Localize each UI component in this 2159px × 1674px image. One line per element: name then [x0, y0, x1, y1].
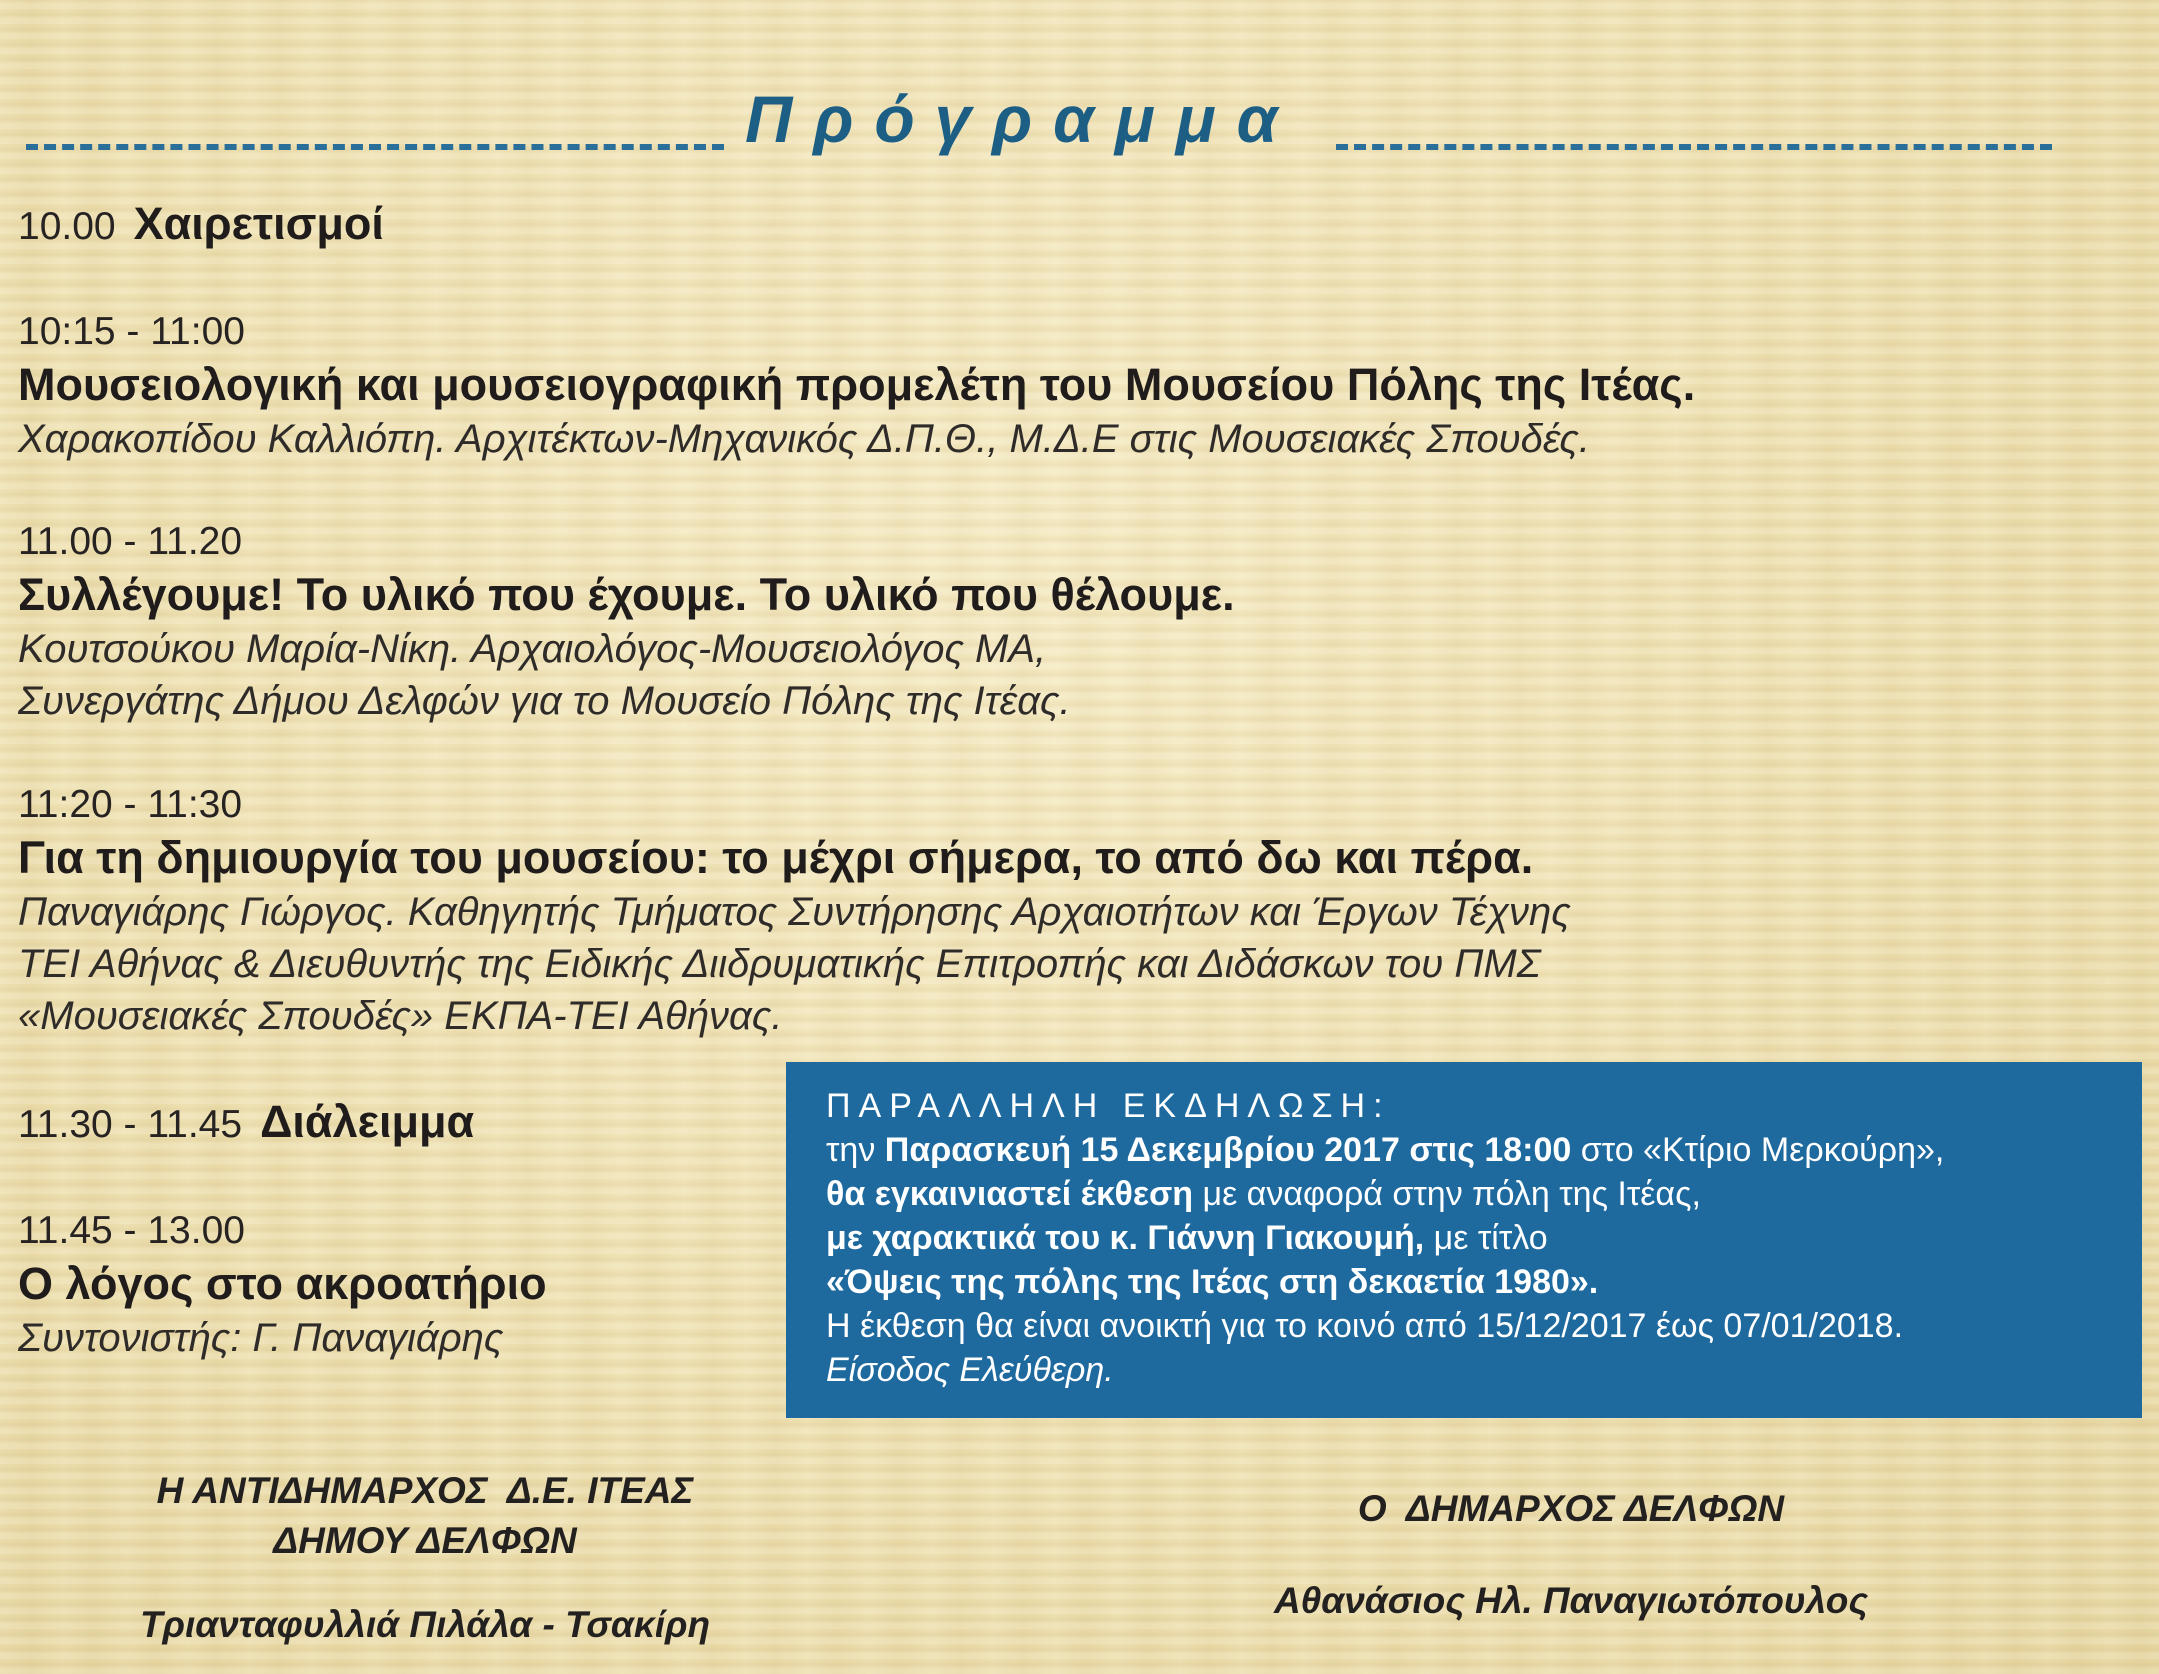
schedule-title: Μουσειολογική και μουσειογραφική προμελέτη του Μουσείου Πόλης της Ιτέας.: [18, 359, 1696, 410]
signature-role-line-1: Η ΑΝΤΙΔΗΜΑΡΧΟΣ Δ.Ε. ΙΤΕΑΣ: [156, 1470, 694, 1511]
schedule-title: Συλλέγουμε! Το υλικό που έχουμε. Το υλικό που θέλουμε.: [18, 569, 1235, 620]
event-text: με τίτλο: [1424, 1219, 1548, 1257]
event-highlight: με χαρακτικά του κ. Γιάννη Γιακουμή,: [826, 1219, 1425, 1257]
event-text: στο «Κτίριο Μερκούρη»,: [1571, 1131, 1945, 1169]
schedule-item-break: [18, 1096, 474, 1150]
event-text: την: [826, 1131, 885, 1169]
title-divider-left: [26, 144, 724, 150]
schedule-speaker-continued: Συνεργάτης Δήμου Δελφών για το Μουσείο Πόλης της Ιτέας.: [18, 679, 1071, 723]
parallel-event-box: [786, 1062, 2142, 1418]
signature-name: Τριανταφυλλιά Πιλάλα - Τσακίρη: [139, 1604, 711, 1645]
event-text: με αναφορά στην πόλη της Ιτέας,: [1193, 1175, 1701, 1213]
schedule-time: 10:15 - 11:00: [18, 310, 245, 353]
signature-role: [100, 1466, 750, 1566]
schedule-item-talk-2: [18, 517, 1235, 727]
event-highlight: θα εγκαινιαστεί έκθεση: [826, 1175, 1194, 1213]
schedule-title: Χαιρετισμοί: [133, 198, 384, 249]
parallel-event-heading: ΠΑΡΑΛΛΗΛΗ ΕΚΔΗΛΩΣΗ:: [826, 1087, 1391, 1125]
parallel-event-line-6: Είσοδος Ελεύθερη.: [826, 1351, 1114, 1389]
schedule-item-talk-3: [18, 780, 1571, 1042]
schedule-title: Ο λόγος στο ακροατήριο: [18, 1258, 547, 1309]
schedule-speaker-continued: «Μουσειακές Σπουδές» ΕΚΠΑ-ΤΕΙ Αθήνας.: [18, 994, 783, 1038]
signature-name: Αθανάσιος Ηλ. Παναγιωτόπουλος: [1273, 1580, 1869, 1621]
signature-role: Ο ΔΗΜΑΡΧΟΣ ΔΕΛΦΩΝ: [1357, 1488, 1785, 1529]
signature-role-line-2: ΔΗΜΟΥ ΔΕΛΦΩΝ: [273, 1520, 577, 1561]
schedule-speaker: Κουτσούκου Μαρία-Νίκη. Αρχαιολόγος-Μουσειολόγος ΜΑ,: [18, 627, 1047, 671]
exhibition-title: «Όψεις της πόλης της Ιτέας στη δεκαετία 1980».: [826, 1263, 1599, 1301]
schedule-speaker: Χαρακοπίδου Καλλιόπη. Αρχιτέκτων-Μηχανικός Δ.Π.Θ., Μ.Δ.Ε στις Μουσειακές Σπουδές.: [18, 417, 1590, 461]
title-divider-right: [1336, 144, 2052, 150]
schedule-time: 11.45 - 13.00: [18, 1209, 245, 1252]
parallel-event-line-3: [826, 1216, 2142, 1260]
schedule-item-discussion: [18, 1206, 547, 1364]
parallel-event-line-1: [826, 1128, 2142, 1172]
parallel-event-line-4: [826, 1260, 2142, 1304]
schedule-time: 10.00: [18, 205, 116, 248]
schedule-moderator: Συντονιστής: Γ. Παναγιάρης: [18, 1316, 504, 1360]
schedule-title: Για τη δημιουργία του μουσείου: το μέχρι σήμερα, το από δω και πέρα.: [18, 832, 1534, 883]
event-date: Παρασκευή 15 Δεκεμβρίου 2017 στις 18:00: [884, 1131, 1572, 1169]
parallel-event-line-2: [826, 1172, 2142, 1216]
schedule-item-welcome: [18, 198, 384, 252]
schedule-time: 11:20 - 11:30: [18, 783, 243, 826]
schedule-title: Διάλειμμα: [260, 1096, 475, 1147]
parallel-event-line-5: Η έκθεση θα είναι ανοικτή για το κοινό από 15/12/2017 έως 07/01/2018.: [826, 1307, 1904, 1345]
schedule-item-talk-1: [18, 307, 1695, 465]
schedule-time: 11.00 - 11.20: [18, 520, 243, 563]
schedule-speaker: Παναγιάρης Γιώργος. Καθηγητής Τμήματος Συντήρησης Αρχαιοτήτων και Έργων Τέχνης: [18, 890, 1571, 934]
schedule-time: 11.30 - 11.45: [18, 1103, 243, 1146]
schedule-speaker-continued: ΤΕΙ Αθήνας & Διευθυντής της Ειδικής Διιδρυματικής Επιτροπής και Διδάσκων του ΠΜΣ: [18, 942, 1541, 986]
page-title: Πρόγραμμα: [745, 82, 1299, 156]
